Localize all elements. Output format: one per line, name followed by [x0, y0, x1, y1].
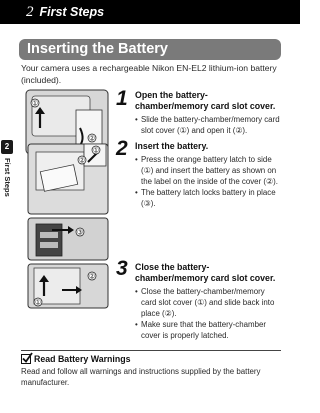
chapter-tab-icon: 2 [1, 140, 13, 154]
step-1-title: Open the battery-chamber/memory card slot cover. [135, 90, 276, 111]
step-2-bullets [135, 154, 280, 209]
svg-text:①: ① [34, 298, 42, 307]
side-tab [0, 140, 14, 210]
chapter-header [0, 0, 300, 24]
side-tab-label: First Steps [3, 158, 12, 197]
svg-text:②: ② [88, 272, 96, 281]
marker-1: ① [31, 99, 39, 108]
step-1-number: 1 [116, 87, 128, 110]
intro-text: Your camera uses a rechargeable Nikon EN-EL2 lithium-ion battery (included). [21, 63, 277, 85]
close-cover-illustration [22, 262, 112, 310]
chapter-number: 2 [26, 3, 34, 20]
checkmark-icon [21, 352, 33, 364]
svg-text:③: ③ [76, 228, 84, 237]
insert-battery-illustration [22, 140, 112, 262]
note-body: Read and follow all warnings and instructions supplied by the battery manufacturer. [21, 367, 261, 387]
svg-text:②: ② [78, 156, 86, 165]
step-1-bullet: • Slide the battery-chamber/memory card slot cover (①) and open it (②). [135, 114, 280, 136]
step-2-bullet: • The battery latch locks battery in place (③). [135, 187, 280, 209]
step-2-bullet: • Press the orange battery latch to side (①) and insert the battery as shown on the label on the inside of the cover (②). [135, 154, 280, 187]
step-1-bullets [135, 114, 280, 136]
svg-text:①: ① [92, 146, 100, 155]
step-3-bullet: • Make sure that the battery-chamber cover is properly latched. [135, 319, 280, 341]
step-3-title: Close the battery-chamber/memory card slot cover. [135, 262, 276, 283]
step-3-bullets [135, 286, 280, 341]
step-3-number: 3 [116, 257, 128, 280]
step-2-number: 2 [116, 137, 128, 160]
step-3-bullet: • Close the battery-chamber/memory card slot cover (①) and slide back into place (②). [135, 286, 280, 319]
note-title: Read Battery Warnings [34, 354, 131, 364]
chapter-title: First Steps [39, 5, 105, 19]
note-divider [21, 350, 281, 351]
marker-2: ② [88, 134, 96, 143]
section-title: Inserting the Battery [19, 39, 281, 60]
step-2-title: Insert the battery. [135, 141, 209, 151]
